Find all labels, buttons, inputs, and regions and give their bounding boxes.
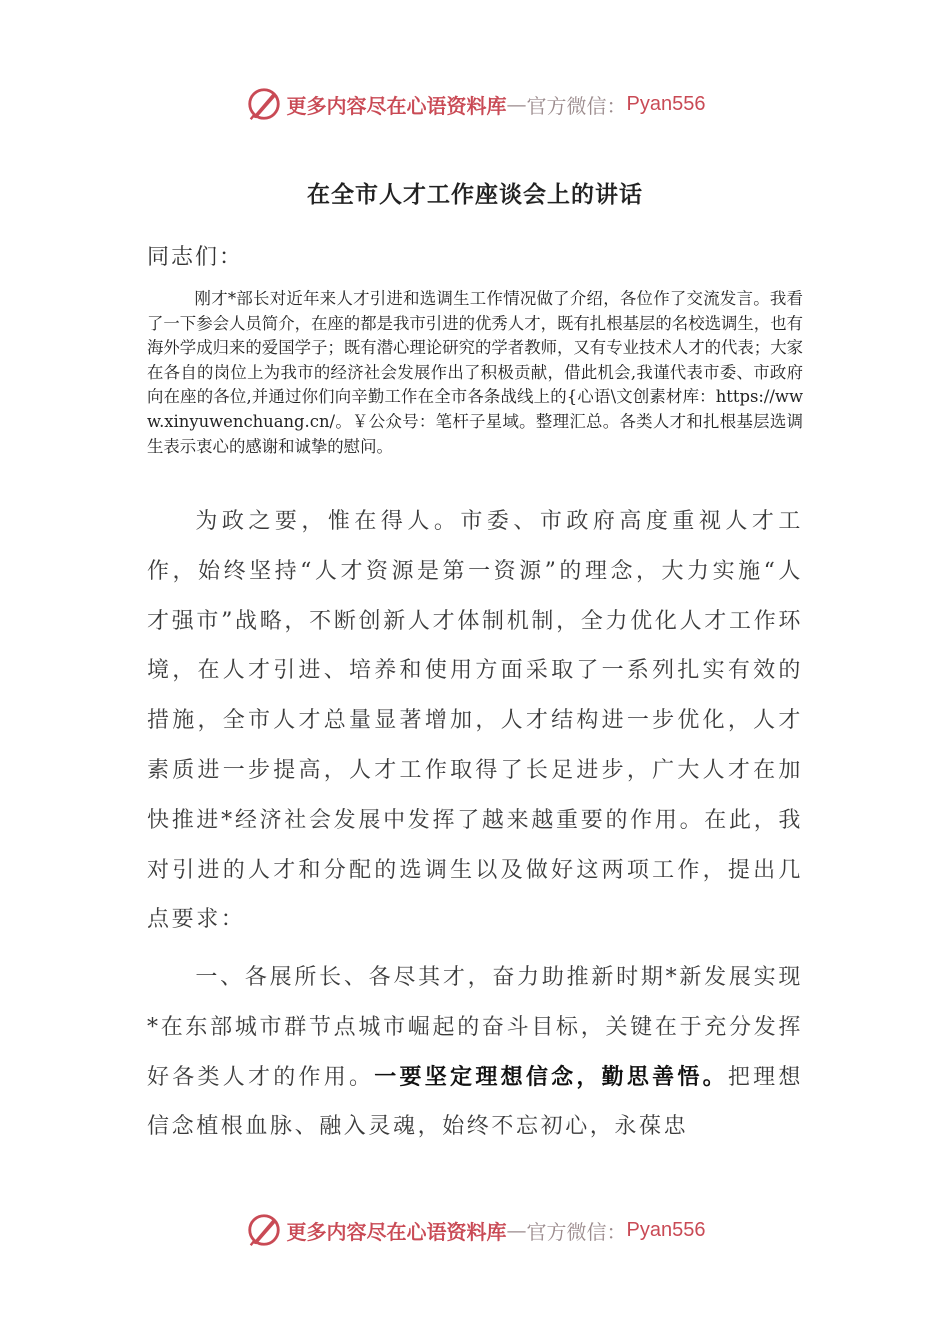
- banner-brand-text: 更多内容尽在心语资料库: [286, 1219, 507, 1244]
- quill-pen-circle-icon: [245, 85, 283, 123]
- salutation: 同志们：: [147, 245, 244, 270]
- document-title: 在全市人才工作座谈会上的讲话: [307, 181, 643, 208]
- body-paragraph-1: 为政之要，惟在得人。市委、市政府高度重视人才工作，始终坚持“人才资源是第一资源”的理念，大力实施“人才强市”战略，不断创新人才体制机制，全力优化人才工作环境，在人才引进、培养和使用方面采取了一系列扎实有效的措施，全市人才总量显著增加，人才结构进一步优化，人才素质进一步提高，人才工作取得了长足进步，广大人才在加快推进*经济社会发展中发挥了越来越重要的作用。在此，我对引进的人才和分配的选调生以及做好这两项工作，提出几点要求：: [147, 509, 803, 933]
- banner-official-label: 官方微信：: [526, 1219, 627, 1244]
- footer-banner: [0, 1208, 950, 1252]
- paragraph-2-bold-heading: 一要坚定理想信念，勤思善悟。: [374, 1063, 728, 1090]
- header-banner: [0, 82, 950, 126]
- banner-official-label: 官方微信：: [526, 93, 627, 118]
- banner-dash: —: [506, 92, 527, 116]
- banner-dash: —: [506, 1218, 527, 1242]
- intro-paragraph: 刚才*部长对近年来人才引进和选调生工作情况做了介绍，各位作了交流发言。我看了一下参会人员简介，在座的都是我市引进的优秀人才，既有扎根基层的名校选调生，也有海外学成归来的爱国学子；既有潜心理论研究的学者教师，又有专业技术人才的代表；大家在各自的岗位上为我市的经济社会发展作出了积极贡献，借此机会,我谨代表市委、市政府向在座的各位,并通过你们向辛勤工作在全市各条战线上的{心语\文创素材库：https://www.xinyuwenchuang.cn/。￥公众号：笔杆子星域。整理汇总。各类人才和扎根基层选调生表示衷心的感谢和诚挚的慰问。: [147, 289, 803, 456]
- quill-pen-circle-icon: [245, 1211, 283, 1249]
- banner-wechat-id: Pyan556: [626, 92, 706, 115]
- banner-brand-text: 更多内容尽在心语资料库: [286, 93, 507, 118]
- body-paragraph-2: [147, 953, 803, 1152]
- paragraph-2-end: 把理想信念植根血脉、融入灵魂，始终不忘初心，永葆忠: [147, 1064, 803, 1140]
- banner-wechat-id: Pyan556: [626, 1218, 706, 1241]
- paragraph-2-start: 一、各展所长、各尽其才，奋力助推新时期*新发展实现*在东部城市群节点城市崛起的奋斗目标，关键在于充分发挥好各类人才的作用。: [147, 965, 803, 1090]
